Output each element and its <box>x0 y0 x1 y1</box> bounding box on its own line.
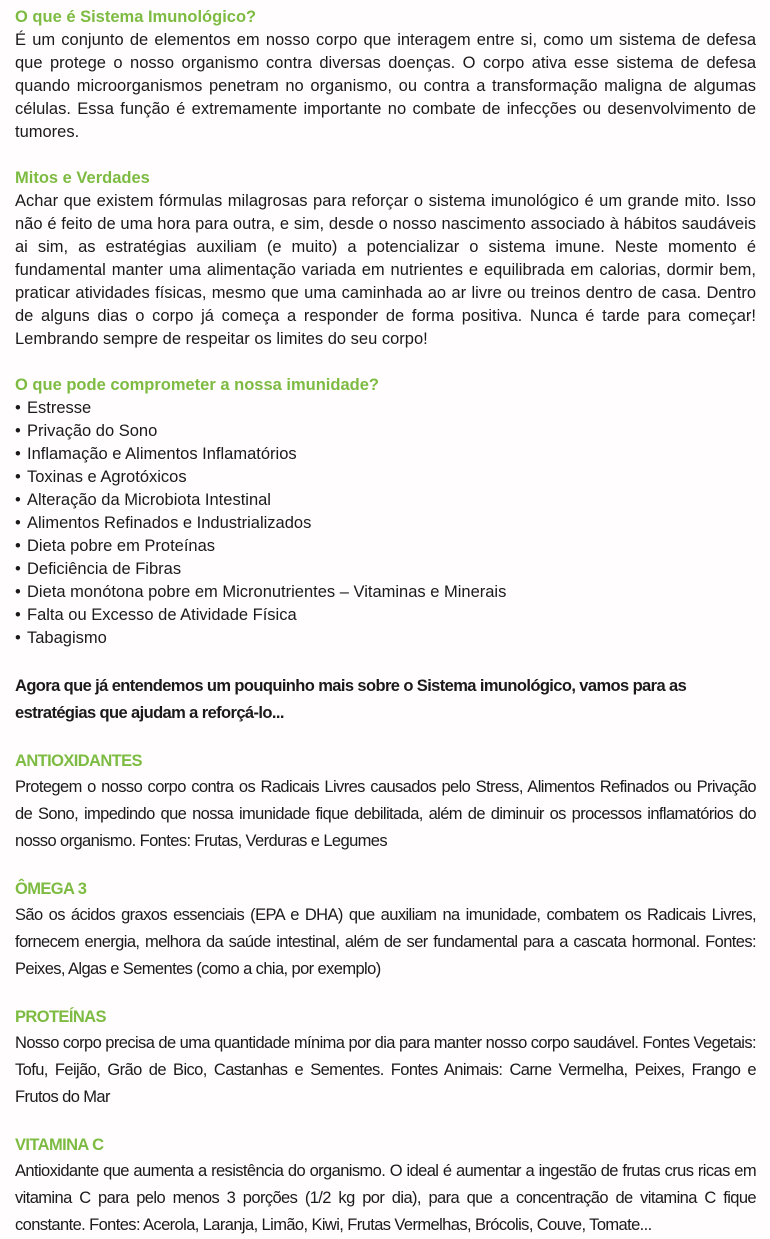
list-item: • Tabagismo <box>15 627 756 650</box>
list-item: • Estresse <box>15 397 756 420</box>
bullet-icon: • <box>15 468 21 486</box>
section-title: ÔMEGA 3 <box>15 880 87 898</box>
list-item: • Falta ou Excesso de Atividade Física <box>15 604 756 627</box>
bullet-icon: • <box>15 606 21 624</box>
list-item: • Alimentos Refinados e Industrializados <box>15 512 756 535</box>
bullet-icon: • <box>15 629 21 647</box>
list-item: • Dieta pobre em Proteínas <box>15 535 756 558</box>
section-body: Achar que existem fórmulas milagrosas para reforçar o sistema imunológico é um grande mito. Isso não é feito de uma hora para outra, e sim, desde o nosso nascimento associado à hábitos saudáveis ai sim, as estratégias auxiliam (e muito) a potencializar o sistema imune. Neste momento é fundamental manter uma alimentação variada em nutrientes e equilibrada em calorias, dormir bem, praticar atividades físicas, mesmo que uma caminhada ao ar livre ou treinos dentro de casa. Dentro de alguns dias o corpo já começa a responder de forma positiva. Nunca é tarde para começar! Lembrando sempre de respeitar os limites do seu corpo! <box>15 192 756 348</box>
section-proteins <box>15 1005 756 1111</box>
list-item: • Dieta monótona pobre em Micronutrientes – Vitaminas e Minerais <box>15 581 756 604</box>
list-item: • Alteração da Microbiota Intestinal <box>15 489 756 512</box>
strategies-block <box>15 673 756 1239</box>
section-what-is <box>15 6 756 144</box>
section-vitamin-c <box>15 1133 756 1239</box>
section-body: São os ácidos graxos essenciais (EPA e DHA) que auxiliam na imunidade, combatem os Radicais Livres, fornecem energia, melhora da saúde intestinal, além de ser fundamental para a cascata hormonal. Fontes: Peixes, Algas e Sementes (como a chia, por exemplo) <box>15 906 756 978</box>
bullet-icon: • <box>15 445 21 463</box>
section-body: Protegem o nosso corpo contra os Radicais Livres causados pelo Stress, Alimentos Refinados ou Privação de Sono, impedindo que nossa imunidade fique debilitada, além de diminuir os processos inflamatórios do nosso organismo. Fontes: Frutas, Verduras e Legumes <box>15 778 756 850</box>
section-compromise <box>15 374 756 650</box>
list-item: • Inflamação e Alimentos Inflamatórios <box>15 443 756 466</box>
list-item: • Deficiência de Fibras <box>15 558 756 581</box>
bullet-icon: • <box>15 422 21 440</box>
section-title: VITAMINA C <box>15 1136 104 1154</box>
bullet-icon: • <box>15 583 21 601</box>
section-title: Mitos e Verdades <box>15 169 150 187</box>
section-body: Antioxidante que aumenta a resistência do organismo. O ideal é aumentar a ingestão de frutas crus ricas em vitamina C para pelo menos 3 porções (1/2 kg por dia), para que a concentração de vitamina C fique constante. Fontes: Acerola, Laranja, Limão, Kiwi, Frutas Vermelhas, Brócolis, Couve, Tomate... <box>15 1162 756 1234</box>
list-item: • Privação do Sono <box>15 420 756 443</box>
section-title: ANTIOXIDANTES <box>15 752 142 770</box>
lead-paragraph: Agora que já entendemos um pouquinho mais sobre o Sistema imunológico, vamos para as estratégias que ajudam a reforçá-lo... <box>15 677 687 722</box>
section-title: O que é Sistema Imunológico? <box>15 8 257 26</box>
list-item: • Toxinas e Agrotóxicos <box>15 466 756 489</box>
bullet-icon: • <box>15 491 21 509</box>
bullet-icon: • <box>15 399 21 417</box>
section-body: Nosso corpo precisa de uma quantidade mínima por dia para manter nosso corpo saudável. Fontes Vegetais: Tofu, Feijão, Grão de Bico, Castanhas e Sementes. Fontes Animais: Carne Vermelha, Peixes, Frango e Frutos do Mar <box>15 1034 756 1106</box>
section-body: É um conjunto de elementos em nosso corpo que interagem entre si, como um sistema de defesa que protege o nosso organismo contra diversas doenças. O corpo ativa esse sistema de defesa quando microorganismos penetram no organismo, ou contra a transformação maligna de algumas células. Essa função é extremamente importante no combate de infecções ou desenvolvimento de tumores. <box>15 31 756 141</box>
bullet-icon: • <box>15 514 21 532</box>
section-title: PROTEÍNAS <box>15 1008 106 1026</box>
bullet-icon: • <box>15 537 21 555</box>
section-myths <box>15 167 756 351</box>
compromise-list <box>15 397 756 650</box>
bullet-icon: • <box>15 560 21 578</box>
section-antioxidants <box>15 749 756 855</box>
section-title: O que pode comprometer a nossa imunidade? <box>15 376 379 394</box>
section-omega3 <box>15 877 756 983</box>
